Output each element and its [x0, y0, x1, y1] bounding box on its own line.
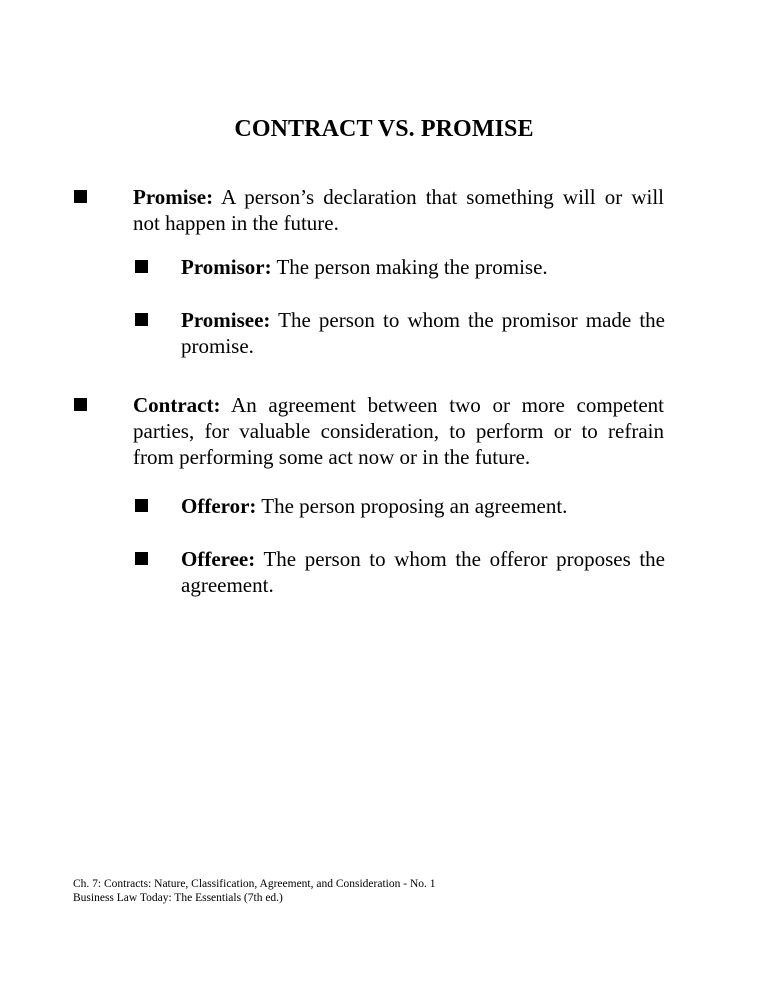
definition-contract [133, 392, 664, 470]
page-footer [73, 877, 436, 905]
term-label: Promise: [133, 185, 214, 209]
term-label: Promisee: [181, 308, 271, 332]
definition-text: An agreement between two or more competent parties, for valuable consideration, to perform or to refrain from performing some act now or in the future. [133, 393, 664, 469]
footer-chapter-line: Ch. 7: Contracts: Nature, Classification, Agreement, and Consideration - No. 1 [73, 878, 436, 890]
definition-promisor [181, 254, 665, 280]
footer-book-line: Business Law Today: The Essentials (7th ed.) [73, 892, 283, 904]
square-bullet-icon [135, 552, 148, 565]
definition-text: The person making the promise. [276, 255, 548, 279]
square-bullet-icon [74, 398, 87, 411]
term-label: Contract: [133, 393, 221, 417]
square-bullet-icon [135, 260, 148, 273]
page-title: CONTRACT VS. PROMISE [234, 116, 534, 142]
term-label: Offeree: [181, 547, 256, 571]
definition-text: A person’s declaration that something will or will not happen in the future. [133, 185, 664, 235]
definition-text: The person proposing an agreement. [261, 494, 568, 518]
definition-offeror [181, 493, 665, 519]
definition-promisee [181, 307, 665, 359]
square-bullet-icon [135, 313, 148, 326]
square-bullet-icon [135, 499, 148, 512]
definition-offeree [181, 546, 665, 598]
definition-text: The person to whom the promisor made the promise. [181, 308, 665, 358]
term-label: Offeror: [181, 494, 257, 518]
square-bullet-icon [74, 190, 87, 203]
definition-text: The person to whom the offeror proposes the agreement. [181, 547, 666, 597]
term-label: Promisor: [181, 255, 272, 279]
definition-promise [133, 184, 664, 236]
